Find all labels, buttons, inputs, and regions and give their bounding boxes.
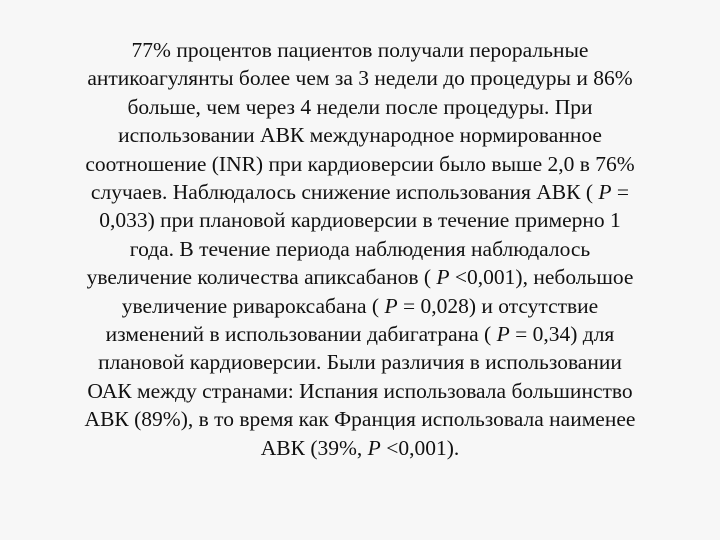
paragraph-line: больше, чем через 4 недели после процедуры. При (127, 94, 593, 119)
paragraph-line: увеличение ривароксабана ( P = 0,028) и отсутствие (121, 293, 599, 318)
p-value-symbol: P (436, 265, 450, 290)
paragraph-line: АВК (39%, P <0,001). (260, 435, 460, 460)
paragraph-line: антикоагулянты более чем за 3 недели до процедуры и 86% (87, 66, 633, 91)
paragraph-line: случаев. Наблюдалось снижение использования АВК ( P = (90, 180, 630, 205)
p-value-symbol: P (367, 435, 381, 460)
paragraph-line: использовании АВК международное нормированное (118, 123, 602, 148)
p-value-symbol: P (598, 180, 612, 205)
body-paragraph (36, 36, 684, 462)
paragraph-line: АВК (89%), в то время как Франция использовала наименее (84, 407, 636, 432)
paragraph-line: плановой кардиоверсии. Были различия в использовании (98, 350, 622, 375)
paragraph-line: ОАК между странами: Испания использовала большинство (87, 378, 633, 403)
paragraph-line: соотношение (INR) при кардиоверсии было выше 2,0 в 76% (85, 151, 635, 176)
p-value-symbol: P (496, 322, 510, 347)
p-value-symbol: P (384, 293, 398, 318)
paragraph-line: 0,033) при плановой кардиоверсии в течение примерно 1 (99, 208, 621, 233)
paragraph-line: 77% процентов пациентов получали пероральные (131, 38, 589, 62)
paragraph-line: изменений в использовании дабигатрана ( P = 0,34) для (105, 322, 615, 347)
paragraph-line: увеличение количества апиксабанов ( P <0,001), небольшое (86, 265, 634, 290)
paragraph-line: года. В течение периода наблюдения наблюдалось (129, 236, 591, 261)
